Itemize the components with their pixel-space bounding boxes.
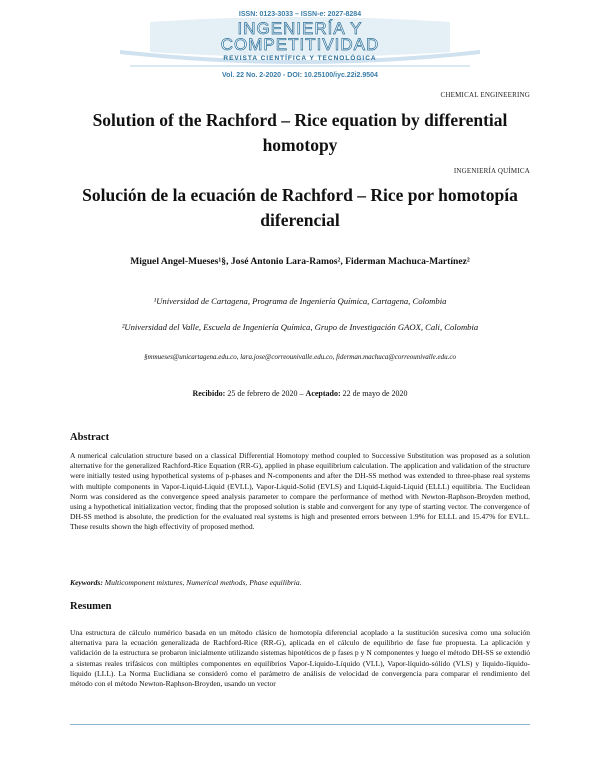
keywords-text: Multicomponent mixtures, Numerical methods, Phase equilibria. <box>102 578 302 587</box>
volume-doi: Vol. 22 No. 2-2020 - DOI: 10.25100/iyc.22i2.9504 <box>222 72 378 79</box>
author-emails: §mmueses@unicartagena.edu.co, lara.jose@correounivalle.edu.co, fiderman.machuca@correounivalle.edu.co <box>144 353 456 361</box>
section-label-en: CHEMICAL ENGINEERING <box>440 91 530 99</box>
title-es: Solución de la ecuación de Rachford – Rice por homotopía diferencial <box>82 185 518 230</box>
journal-name-line2: COMPETITIVIDAD <box>220 35 380 54</box>
authors: Miguel Angel-Mueses¹§, José Antonio Lara-Ramos², Fiderman Machuca-Martínez² <box>130 256 470 267</box>
issn: ISSN: 0123-3033 – ISSN-e: 2027-8284 <box>238 11 362 18</box>
affiliation-1: ¹Universidad de Cartagena, Programa de Ingeniería Química, Cartagena, Colombia <box>153 296 447 306</box>
keywords <box>70 578 530 587</box>
journal-subtitle: REVISTA CIENTÍFICA Y TECNOLÓGICA <box>223 55 377 62</box>
received-date: 25 de febrero de 2020 – <box>225 389 306 398</box>
affiliation-2: ²Universidad del Valle, Escuela de Ingeniería Química, Grupo de Investigación GAOX, Cali, Colombia <box>121 322 479 332</box>
dates <box>30 389 570 398</box>
accepted-label: Aceptado: <box>305 389 341 398</box>
journal-header <box>0 0 600 88</box>
journal-name-line1: INGENIERÍA Y <box>237 19 363 38</box>
title-en: Solution of the Rachford – Rice equation by differential homotopy <box>92 110 508 155</box>
accepted-date: 22 de mayo de 2020 <box>340 389 408 398</box>
resumen-heading: Resumen <box>70 601 112 612</box>
keywords-label: Keywords: <box>70 578 103 587</box>
received-label: Recibido: <box>192 389 226 398</box>
section-label-es: INGENIERÍA QUÍMICA <box>453 167 530 175</box>
abstract-text: A numerical calculation structure based on a classical Differential Homotopy method coupled to Successive Substitution was proposed as a solution alternative for the generalized Rachford-Rice Equation (RR-G), applied in phase equilibrium calculation. The application and validation of the structure were initially tested using hypothetical systems of p-phases and N-components and after the DH-SS method was extended to three-phase real systems with multiple components in Vapor-Liquid-Liquid (EVLL), Vapor-Liquid-Solid (EVLS) and Liquid-Liquid-Liquid (ELLL) equilibria. The Euclidean Norm was considered as the convergence speed analysis parameter to compare the performance of method with Newton-Raphson-Broyden method, using a hypothetical initialization vector, finding that the proposed solution is stable and convergent for any type of starting vector. The convergence of DH-SS method is absolute, the prediction for the evaluated real systems is high and presented errors between 1.9% for ELLL and 15.47% for EVLL. These results shown the high effectivity of proposed method. <box>70 451 530 532</box>
resumen-text: Una estructura de cálculo numérico basada en un método clásico de homotopía diferencial acoplado a la sustitución sucesiva como una solución alternativa para la ecuación generalizada de Rachford-Rice (RR-G), aplicada en el cálculo de equilibrio de fase fue propuesta. La aplicación y validación de la estructura se probaron inicialmente utilizando sistemas hipotéticos de p fases p y N componentes y luego el método DH-SS se extendió a sistemas reales trifásicos con múltiples componentes en equilibrios Vapor-Líquido-Líquido (VLL), Vapor-líquido-sólido (VLS) y líquido-líquido-líquido (LLL). La Norma Euclidiana se consideró como el parámetro de análisis de velocidad de convergencia para comparar el rendimiento del método con el método Newton-Raphson-Broyden, usando un vector <box>70 628 530 689</box>
footer-divider <box>70 724 530 725</box>
abstract-heading: Abstract <box>70 432 110 443</box>
